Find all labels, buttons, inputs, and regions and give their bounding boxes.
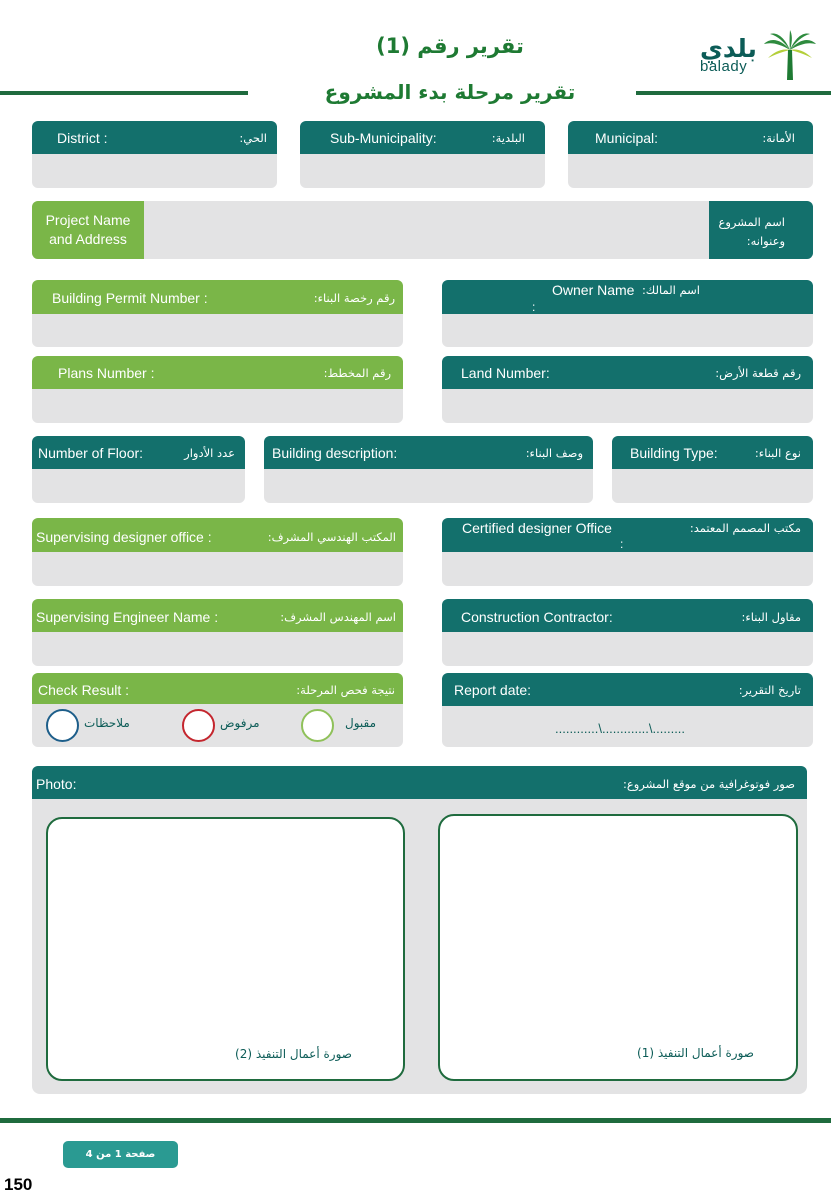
photo-label-ar: صور فوتوغرافية من موقع المشروع: <box>622 777 795 791</box>
sub-municipality-label-en: Sub-Municipality: <box>330 130 437 146</box>
plans-label-ar: رقم المخطط: <box>323 366 391 380</box>
sub-municipality-label-ar: البلدية: <box>491 131 525 145</box>
permit-label-ar: رقم رخصة البناء: <box>313 291 395 305</box>
certified-office-label-ar: مكتب المصمم المعتمد: <box>689 521 801 535</box>
header-rule-left <box>0 91 248 95</box>
project-label-ar-line1: اسم المشروع <box>718 215 785 229</box>
contractor-label-ar: مقاول البناء: <box>741 610 801 624</box>
certified-office-label-en: Certified designer Office <box>462 520 612 536</box>
logo-wordmark-english: balady <box>700 58 748 75</box>
sub-municipality-header <box>300 121 545 154</box>
type-header <box>612 436 813 469</box>
certified-office-input[interactable] <box>442 552 813 586</box>
certified-office-label-colon: : <box>620 537 624 551</box>
supervising-engineer-label-en: Supervising Engineer Name : <box>36 609 219 625</box>
floors-field <box>32 436 245 503</box>
owner-field <box>442 280 813 347</box>
permit-input[interactable] <box>32 314 403 347</box>
description-label-ar: وصف البناء: <box>525 446 583 460</box>
type-label-ar: نوع البناء: <box>754 446 801 460</box>
floors-input[interactable] <box>32 469 245 503</box>
description-input[interactable] <box>264 469 593 503</box>
floors-label-en: Number of Floor: <box>38 445 144 461</box>
report-date-field <box>442 673 813 747</box>
floors-label-ar: عدد الأدوار <box>184 446 235 460</box>
check-result-options <box>32 704 403 747</box>
check-result-header <box>32 673 403 704</box>
footer-rule <box>0 1118 831 1123</box>
check-result-label-en: Check Result : <box>38 682 130 698</box>
report-date-label-en: Report date: <box>454 682 532 698</box>
permit-label-en: Building Permit Number : <box>52 290 208 306</box>
accepted-option-label: مقبول <box>345 716 377 730</box>
supervising-engineer-header <box>32 599 403 632</box>
notes-option-label: ملاحظات <box>84 716 130 730</box>
supervising-engineer-input[interactable] <box>32 632 403 666</box>
contractor-input[interactable] <box>442 632 813 666</box>
district-label-ar: الحي: <box>239 131 267 145</box>
supervising-office-label-ar: المكتب الهندسي المشرف: <box>267 530 396 544</box>
photo-slot-1[interactable] <box>438 814 798 1081</box>
accepted-radio[interactable] <box>301 709 334 742</box>
report-date-header <box>442 673 813 706</box>
photo-slot-2[interactable] <box>46 817 405 1081</box>
photo-header <box>32 766 807 799</box>
rejected-radio[interactable] <box>182 709 215 742</box>
floors-header <box>32 436 245 469</box>
project-label-en <box>32 201 144 259</box>
municipal-label-en: Municipal: <box>595 130 659 146</box>
report-subtitle: تقرير مرحلة بدء المشروع <box>324 80 576 104</box>
description-field <box>264 436 593 503</box>
report-date-label-ar: تاريخ التقرير: <box>738 683 801 697</box>
description-header <box>264 436 593 469</box>
photo-label-en: Photo: <box>36 776 77 792</box>
type-label-en: Building Type: <box>630 445 718 461</box>
permit-field <box>32 280 403 347</box>
contractor-field <box>442 599 813 666</box>
photo-caption-2: صورة أعمال التنفيذ (2) <box>235 1047 352 1061</box>
report-date-value: ............\.............\......... <box>555 721 686 736</box>
report-title: تقرير رقم (1) <box>376 34 524 58</box>
project-label-en-line2: and Address <box>49 231 127 247</box>
land-label-ar: رقم قطعة الأرض: <box>715 366 801 380</box>
description-label-en: Building description: <box>272 445 398 461</box>
sub-municipality-input[interactable] <box>300 154 545 188</box>
project-label-ar <box>709 201 813 259</box>
certified-office-header <box>442 518 813 552</box>
supervising-engineer-label-ar: اسم المهندس المشرف: <box>280 610 396 624</box>
type-input[interactable] <box>612 469 813 503</box>
municipal-label-ar: الأمانة: <box>762 131 795 145</box>
supervising-engineer-field <box>32 599 403 666</box>
permit-header <box>32 280 403 314</box>
district-header <box>32 121 277 154</box>
plans-header <box>32 356 403 389</box>
contractor-header <box>442 599 813 632</box>
municipal-input[interactable] <box>568 154 813 188</box>
owner-label-colon: : <box>532 300 536 314</box>
plans-label-en: Plans Number : <box>58 365 155 381</box>
district-field <box>32 121 277 188</box>
contractor-label-en: Construction Contractor: <box>461 609 613 625</box>
certified-office-field <box>442 518 813 586</box>
owner-header <box>442 280 813 314</box>
municipal-header <box>568 121 813 154</box>
supervising-office-header <box>32 518 403 552</box>
logo-wordmark-arabic: بلدي <box>700 34 757 63</box>
rejected-option-label: مرفوض <box>220 716 260 730</box>
district-label-en: District : <box>57 130 108 146</box>
owner-label-ar: اسم المالك: <box>641 283 700 297</box>
project-field[interactable] <box>32 201 813 259</box>
page-indicator: صفحة 1 من 4 <box>63 1141 178 1168</box>
project-label-en-line1: Project Name <box>45 212 131 228</box>
page-number: 150 <box>4 1175 33 1194</box>
sub-municipality-field <box>300 121 545 188</box>
palm-logo-icon <box>762 30 818 82</box>
notes-radio[interactable] <box>46 709 79 742</box>
owner-input[interactable] <box>442 314 813 347</box>
land-header <box>442 356 813 389</box>
land-label-en: Land Number: <box>461 365 550 381</box>
district-input[interactable] <box>32 154 277 188</box>
type-field <box>612 436 813 503</box>
report-date-input[interactable] <box>442 706 813 747</box>
municipal-field <box>568 121 813 188</box>
photo-section <box>32 766 807 1094</box>
supervising-office-label-en: Supervising designer office : <box>36 529 212 545</box>
header-rule-right <box>636 91 831 95</box>
supervising-office-field <box>32 518 403 586</box>
land-input[interactable] <box>442 389 813 423</box>
check-result-field <box>32 673 403 747</box>
plans-field <box>32 356 403 423</box>
owner-label-en: Owner Name <box>552 282 635 298</box>
check-result-label-ar: نتيجة فحص المرحلة: <box>296 683 395 697</box>
supervising-office-input[interactable] <box>32 552 403 586</box>
plans-input[interactable] <box>32 389 403 423</box>
project-label-ar-line2: وعنوانه: <box>746 234 785 248</box>
photo-caption-1: صورة أعمال التنفيذ (1) <box>637 1046 754 1060</box>
land-field <box>442 356 813 423</box>
